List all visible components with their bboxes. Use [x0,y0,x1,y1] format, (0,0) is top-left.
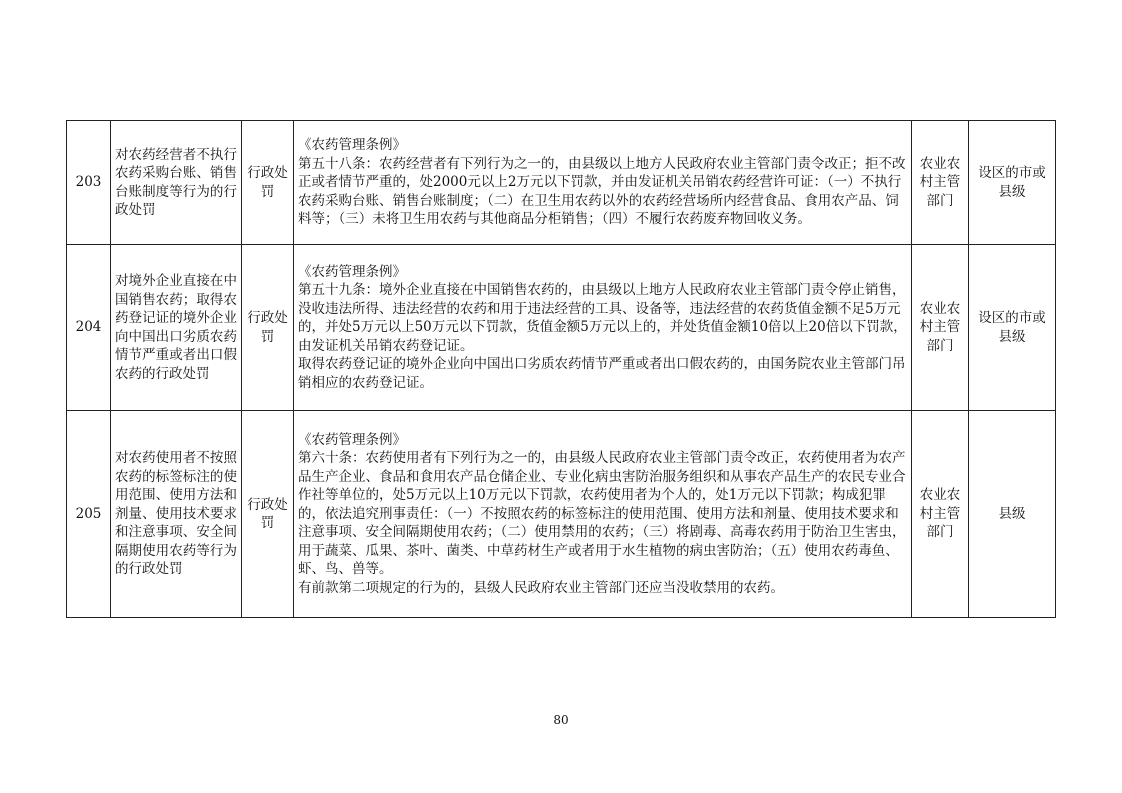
department: 农业农村主管部门 [912,245,969,411]
level: 设区的市或县级 [969,245,1056,411]
table-row [67,121,1056,245]
legal-basis [294,411,912,618]
basis-line: 第五十九条：境外企业直接在中国销售农药的，由县级以上地方人民政府农业主管部门责令停止销售，没收违法所得、违法经营的农药和用于违法经营的工具、设备等，违法经营的农药货值金额不足5万元的，并处5万元以上50万元以下罚款，货值金额5万元以上的，并处货值金额10倍以上20倍以下罚款，由发证机关吊销农药登记证。 [298,282,907,354]
item-name: 对农药经营者不执行农药采购台账、销售台账制度等行为的行政处罚 [111,121,242,245]
item-name: 对农药使用者不按照农药的标签标注的使用范围、使用方法和剂量、使用技术要求和注意事项、安全间隔期使用农药等行为的行政处罚 [111,411,242,618]
row-number: 203 [67,121,111,245]
basis-line: 《农药管理条例》 [298,137,406,154]
department: 农业农村主管部门 [912,121,969,245]
level: 设区的市或县级 [969,121,1056,245]
level: 县级 [969,411,1056,618]
table-row [67,411,1056,618]
page-number: 80 [553,713,569,727]
basis-line: 取得农药登记证的境外企业向中国出口劣质农药情节严重或者出口假农药的，由国务院农业主管部门吊销相应的农药登记证。 [298,356,906,391]
basis-line: 《农药管理条例》 [298,263,406,280]
table-row [67,245,1056,411]
row-number: 204 [67,245,111,411]
row-number: 205 [67,411,111,618]
legal-basis [294,121,912,245]
category: 行政处罚 [242,121,294,245]
department: 农业农村主管部门 [912,411,969,618]
basis-line: 第五十八条：农药经营者有下列行为之一的，由县级以上地方人民政府农业主管部门责令改正；拒不改正或者情节严重的，处2000元以上2万元以下罚款，并由发证机关吊销农药经营许可证：（一）不执行农药采购台账、销售台账制度；（二）在卫生用农药以外的农药经营场所内经营食品、食用农产品、饲料等；（三）未将卫生用农药与其他商品分柜销售；（四）不履行农药废弃物回收义务。 [298,155,906,228]
category: 行政处罚 [242,411,294,618]
legal-basis [294,245,912,411]
regulation-table [66,120,1056,618]
item-name: 对境外企业直接在中国销售农药；取得农药登记证的境外企业向中国出口劣质农药情节严重或者出口假农药的行政处罚 [111,245,242,411]
basis-line: 有前款第二项规定的行为的，县级人民政府农业主管部门还应当没收禁用的农药。 [298,579,784,596]
category: 行政处罚 [242,245,294,411]
basis-line: 《农药管理条例》 [298,431,406,448]
basis-line: 第六十条：农药使用者有下列行为之一的，由县级人民政府农业主管部门责令改正，农药使用者为农产品生产企业、食品和食用农产品仓储企业、专业化病虫害防治服务组织和从事农产品生产的农民专业合作社等单位的，处5万元以上10万元以下罚款，农药使用者为个人的，处1万元以下罚款；构成犯罪的，依法追究刑事责任：（一）不按照农药的标签标注的使用范围、使用方法和剂量、使用技术要求和注意事项、安全间隔期使用农药；（二）使用禁用的农药；（三）将剧毒、高毒农药用于防治卫生害虫，用于蔬菜、瓜果、茶叶、菌类、中草药材生产或者用于水生植物的病虫害防治；（五）使用农药毒鱼、虾、鸟、兽等。 [298,450,906,578]
